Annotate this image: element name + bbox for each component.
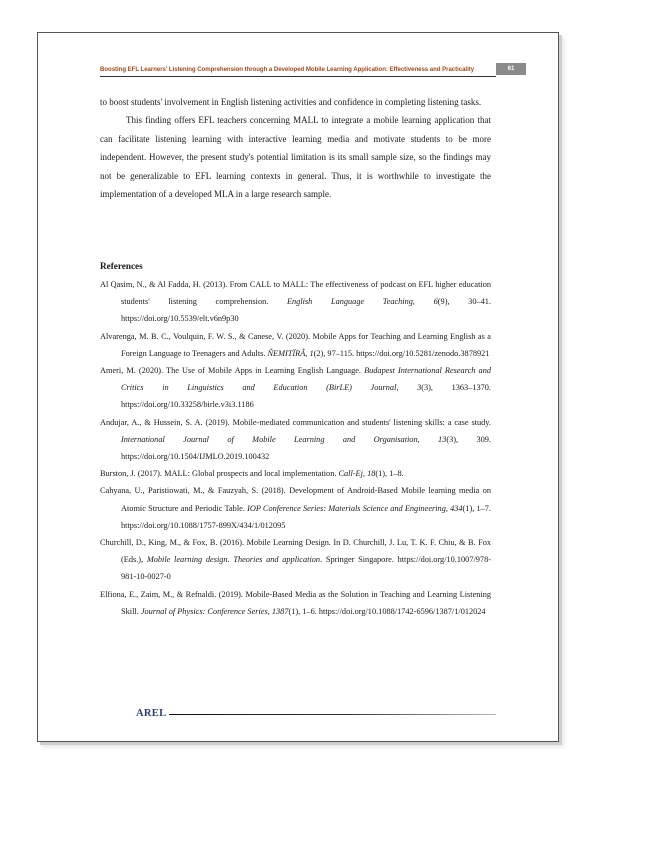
reference-item [100, 276, 491, 328]
reference-text: (3), 309. https://doi.org/10.1504/IJMLO.2019.100432 [121, 434, 492, 462]
reference-text: (1), 1–8. [375, 469, 404, 479]
page-number: 61 [496, 63, 526, 75]
reference-text: Elfiona, E., Zaim, M., & Refnaldi. (2019). Mobile-Based Media as the Solution in Teaching and Learning Listening Skill. [100, 589, 491, 616]
reference-text: Al Qasim, N., & Al Fadda, H. (2013). From CALL to MALL: The effectiveness of podcast on EFL higher education students' listening comprehension. [100, 280, 491, 307]
header-rule [100, 76, 496, 77]
reference-source: Journal of Physics: Conference Series, 1387 [140, 606, 289, 616]
reference-text: Cahyana, U., Paristiowati, M., & Fauzyah, S. (2018). Development of Android-Based Mobile learning media on Atomic Structure and Periodic Table. [100, 486, 491, 513]
reference-text: Churchill, D., King, M., & Fox, B. (2016). Mobile Learning Design. In D. Churchill, J. Lu, T. K. F. Chiu, & B. Fox (Eds.), [100, 538, 491, 565]
reference-item [100, 465, 491, 482]
reference-text: (2), 97–115. https://doi.org/10.5281/zenodo.3878921 [313, 348, 490, 358]
reference-source: Call-Ej, 18 [338, 469, 376, 479]
body-text [100, 93, 491, 203]
reference-text: (1), 1–7. https://doi.org/10.1088/1757-899X/434/1/012095 [121, 503, 491, 530]
reference-item [100, 534, 491, 586]
reference-source: IOP Conference Series: Materials Science and Engineering, 434 [247, 503, 463, 513]
references-heading: References [100, 261, 143, 271]
reference-text: . Springer Singapore. https://doi.org/10.1007/978-981-10-0027-0 [121, 555, 491, 582]
paragraph: to boost students' involvement in English listening activities and confidence in completing listening tasks. [100, 97, 482, 107]
page [37, 32, 559, 742]
paragraph: This finding offers EFL teachers concerning MALL to integrate a mobile learning application that can facilitate listening learning with interactive learning media and motivate students to be more independent. However, the present study's potential limitation is its small sample size, so the findings may not be generalizable to EFL learning contexts in general. Thus, it is worthwhile to investigate the implementation of a developed MLA in a large research sample. [100, 115, 491, 200]
reference-item [100, 586, 491, 620]
reference-text: Ameri, M. (2020). The Use of Mobile Apps in Learning English Language. [100, 366, 365, 376]
reference-item [100, 362, 491, 414]
running-header [38, 65, 558, 77]
running-header-title: Boosting EFL Learners' Listening Comprehension through a Developed Mobile Learning Application: Effectiveness and Practicality [100, 66, 475, 73]
reference-item [100, 328, 491, 362]
reference-source: ÑEMITÏRÃ, 1 [267, 348, 314, 358]
footer-rule [169, 714, 496, 715]
page-footer [136, 707, 496, 721]
reference-text: (9), 30–41. https://doi.org/10.5539/elt.v6n9p30 [121, 297, 491, 324]
reference-source: International Journal of Mobile Learning and Organisation, 13 [121, 434, 447, 444]
reference-text: (3), 1363–1370. https://doi.org/10.33258/birle.v3i3.1186 [121, 383, 492, 410]
reference-source: Budapest International Research and Critics in Linguistics and Education (BirLE) Journal, 3 [121, 366, 491, 393]
reference-item [100, 482, 491, 534]
reference-item [100, 414, 491, 466]
reference-text: Alvarenga, M. B. C., Voulquin, F. W. S., & Canese, V. (2020). Mobile Apps for Teaching and Learning English as a Foreign Language to Teenagers and Adults. [100, 331, 491, 358]
reference-list [100, 276, 491, 620]
reference-source: English Language Teaching, 6 [286, 297, 438, 307]
reference-source: Mobile learning design. Theories and application [146, 555, 321, 565]
reference-text: Burston, J. (2017). MALL: Global prospects and local implementation. [100, 469, 339, 479]
journal-logo: AREL [136, 708, 167, 719]
reference-text: (1), 1–6. https://doi.org/10.1088/1742-6596/1387/1/012024 [288, 606, 486, 616]
reference-text: Andujar, A., & Hussein, S. A. (2019). Mobile-mediated communication and students' listening skills: a case study. [100, 417, 491, 427]
